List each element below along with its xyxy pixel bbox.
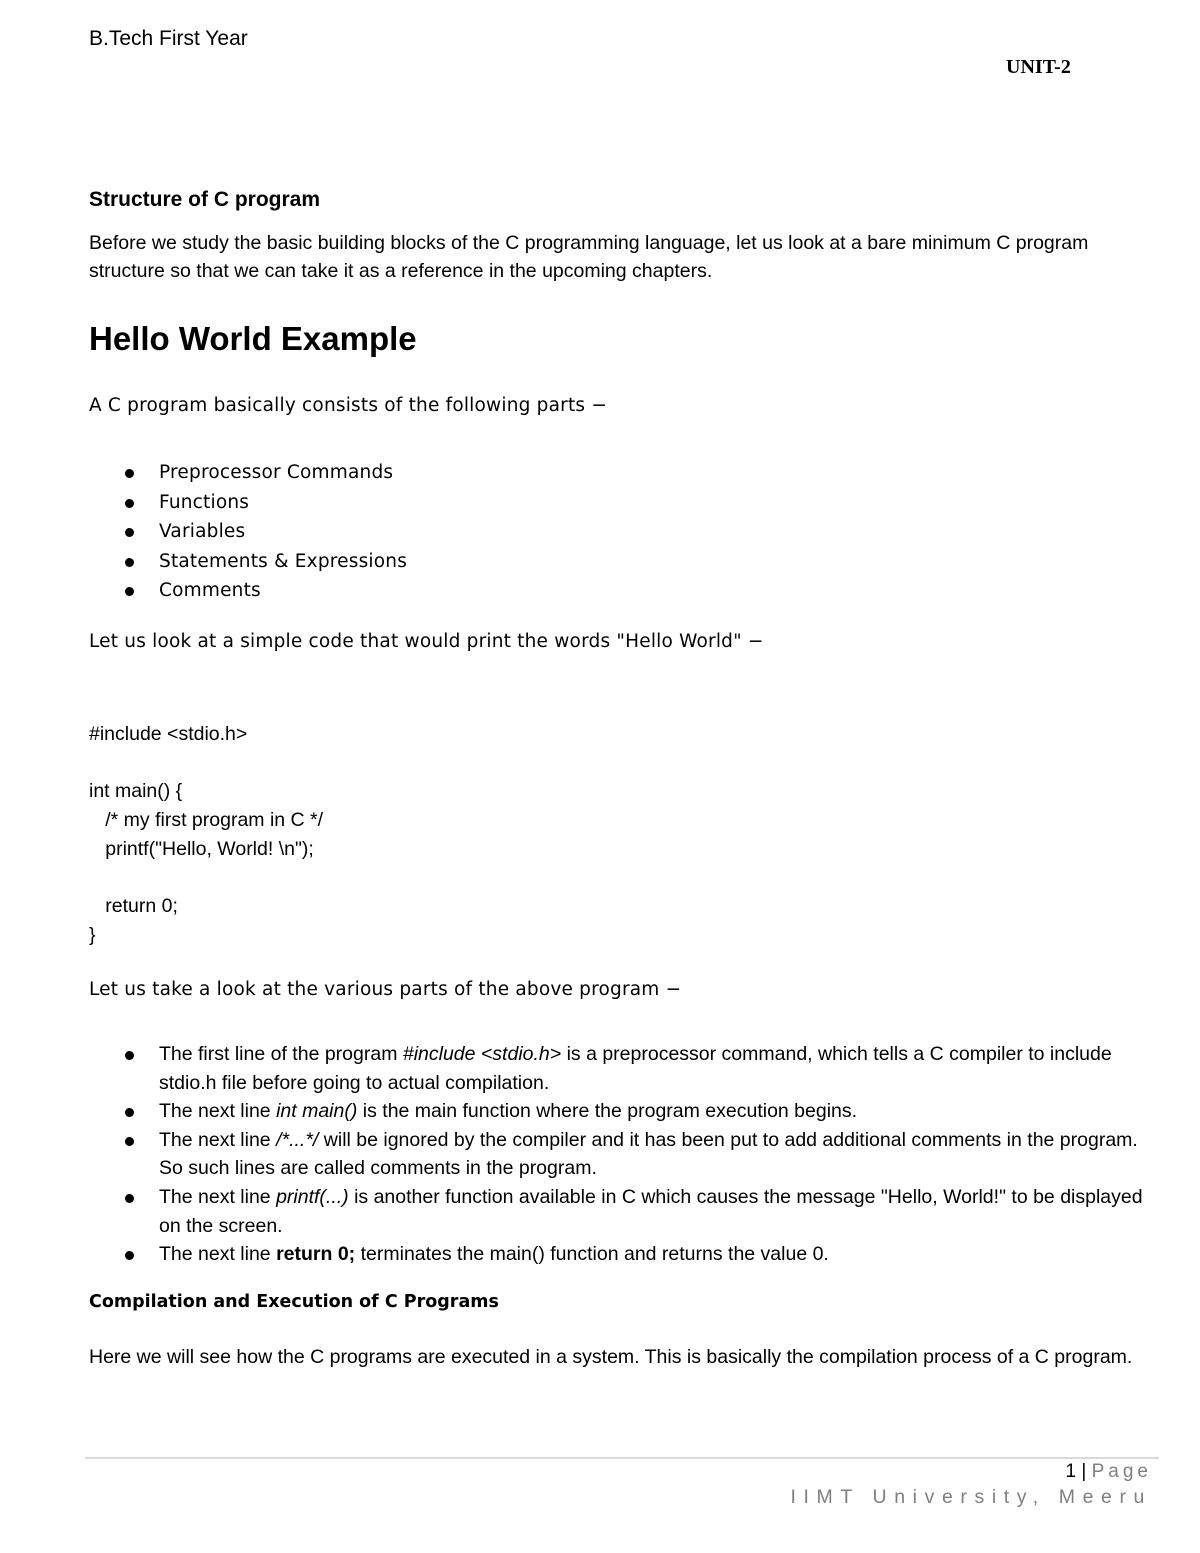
list-item: The next line int main() is the main function where the program execution begins. — [89, 1097, 1159, 1126]
code-lead: Let us look at a simple code that would print the words "Hello World" − — [89, 631, 764, 652]
bullet-icon — [125, 558, 134, 567]
bullet-icon — [125, 1194, 134, 1203]
inline-code: printf(...) — [276, 1185, 349, 1208]
parts-lead: A C program basically consists of the following parts − — [89, 395, 608, 416]
inline-code: /*...*/ — [276, 1128, 319, 1151]
inline-code: return 0; — [276, 1243, 356, 1266]
list-item: Functions — [89, 488, 407, 518]
header-course: B.Tech First Year — [89, 27, 248, 50]
page-number: 1 | Page — [1065, 1461, 1152, 1482]
bullet-icon — [125, 1108, 134, 1117]
bullet-icon — [125, 528, 134, 537]
bullet-icon — [125, 1051, 134, 1060]
compilation-title: Compilation and Execution of C Programs — [89, 1292, 499, 1312]
parts-list — [89, 458, 407, 606]
inline-code: #include <stdio.h> — [402, 1043, 562, 1065]
footer-university: IIMT University, Meeru — [790, 1486, 1152, 1508]
list-item: Variables — [89, 517, 407, 547]
list-item: Preprocessor Commands — [89, 458, 407, 488]
explain-lead: Let us take a look at the various parts of the above program − — [89, 979, 682, 1000]
list-item: The next line return 0; terminates the main() function and returns the value 0. — [89, 1240, 1159, 1269]
intro-paragraph: Before we study the basic building blocks of the C programming language, let us look at a bare minimum C program structure so that we can take it as a reference in the upcoming chapters. — [89, 232, 1089, 282]
list-item: The next line /*...*/ will be ignored by the compiler and it has been put to add additional comments in the program. So such lines are called comments in the program. — [89, 1126, 1159, 1183]
explain-list — [89, 1040, 1159, 1269]
bullet-icon — [125, 499, 134, 508]
bullet-icon — [125, 587, 134, 596]
header-unit: UNIT-2 — [1006, 56, 1071, 78]
bullet-icon — [125, 1251, 134, 1260]
footer-divider — [85, 1457, 1159, 1459]
compilation-paragraph: Here we will see how the C programs are executed in a system. This is basically the compilation process of a C program. — [89, 1346, 1133, 1368]
bullet-icon — [125, 469, 134, 478]
code-block: #include <stdio.h> int main() { /* my first program in C */ printf("Hello, World! \n"); return 0; } — [89, 723, 324, 946]
inline-code: int main() — [276, 1100, 358, 1123]
list-item: The next line printf(...) is another function available in C which causes the message "Hello, World!" to be displayed on the screen. — [89, 1183, 1159, 1240]
section-title: Structure of C program — [89, 188, 321, 211]
list-item: Comments — [89, 576, 407, 606]
bullet-icon — [125, 1137, 134, 1146]
list-item: Statements & Expressions — [89, 547, 407, 577]
page-heading: Hello World Example — [89, 320, 417, 357]
list-item: The first line of the program #include <stdio.h> is a preprocessor command, which tells a C compiler to include stdio.h file before going to actual compilation. — [89, 1040, 1159, 1097]
